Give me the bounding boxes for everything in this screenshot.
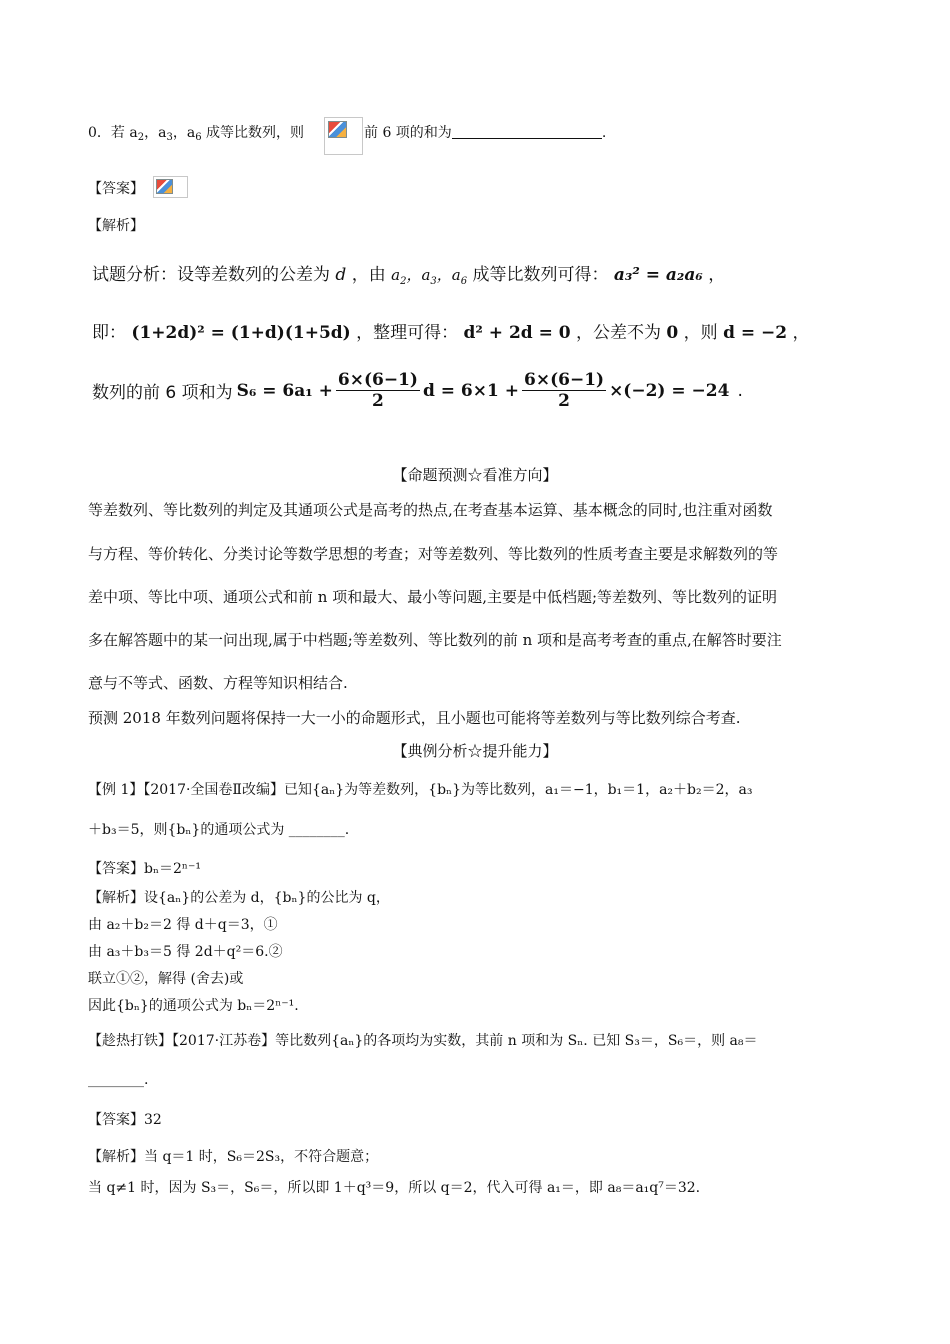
prediction-text: 预测 2018 年数列问题将保持一大一小的命题形式，且小题也可能将等差数列与等比数列综合考查.	[88, 709, 741, 727]
example-2-line-1: 【趁热打铁】【2017·江苏卷】等比数列{aₙ}的各项均为实数，其前 n 项和为 Sₙ. 已知 S₃＝，S₆＝，则 a₈＝	[88, 1033, 758, 1049]
section-title-examples: 【典例分析☆提升能力】	[392, 742, 558, 760]
example-2-solution: 当 q≠1 时，因为 S₃＝，S₆＝，所以即 1＋q³＝9，所以 q＝2，代入可得 a₁＝，即 a₈＝a₁q⁷＝32.	[88, 1180, 701, 1196]
paragraph-line: 多在解答题中的某一问出现,属于中档题;等差数列、等比数列的前 n 项和是高考考查的重点,在解答时要注	[88, 631, 782, 649]
example-1-line-2: ＋b₃＝5，则{bₙ}的通项公式为 ________.	[88, 822, 350, 838]
example-2-answer: 【答案】32	[88, 1112, 162, 1128]
answer-label: 【答案】	[88, 181, 144, 197]
example-2-solution: 【解析】当 q＝1 时，S₆＝2S₃，不符合题意；	[88, 1149, 379, 1165]
question-0: 0．若 $a_2$，$a_3$，$a_6$ 成等比数列，则	[88, 125, 305, 143]
paragraph-line: 意与不等式、函数、方程等知识相结合.	[88, 674, 348, 692]
solution-line-2: 即： (1+2d)² = (1+d)(1+5d) ，整理可得： d² + 2d = 0 ，公差不为 0 ，则 d = −2 ，	[92, 323, 810, 343]
image-icon	[328, 121, 347, 138]
example-1-solution: 因此{bₙ}的通项公式为 bₙ＝2ⁿ⁻¹.	[88, 998, 299, 1014]
example-1-answer: 【答案】bₙ＝2ⁿ⁻¹	[88, 861, 201, 877]
paragraph-line: 等差数列、等比数列的判定及其通项公式是高考的热点,在考查基本运算、基本概念的同时,也注重对函数	[88, 501, 773, 519]
solution-line-3: 数列的前 6 项和为 S₆ = 6a₁ + $\frac{6\times(6-1)}{2}$ d = 6×1 + $\frac{6\times(6-1)}{2}$ ×(−2) = −24 .	[92, 370, 743, 411]
section-title-prediction: 【命题预测☆看准方向】	[392, 466, 558, 484]
solution-line-1: 试题分析：设等差数列的公差为 d ，由 $a_2$，$a_3$，$a_6$ 成等比数列可得： a₃² = a₂a₆ ，	[92, 265, 726, 287]
example-1-solution: 联立①②，解得 (舍去)或	[88, 971, 244, 987]
fraction: $\frac{6\times(6-1)}{2}$	[337, 370, 418, 411]
analysis-label: 【解析】	[88, 218, 144, 234]
broken-image-placeholder	[324, 117, 363, 155]
example-1-solution: 由 a₃＋b₃＝5 得 2d＋q²＝6.②	[88, 944, 283, 960]
fraction: $\frac{6\times(6-1)}{2}$	[524, 370, 605, 411]
example-1-solution: 由 a₂＋b₂＝2 得 d＋q＝3，①	[88, 917, 278, 933]
answer-blank	[452, 138, 602, 139]
example-1-line-1: 【例 1】【2017·全国卷Ⅱ改编】已知{aₙ}为等差数列，{bₙ}为等比数列，a₁＝−1，b₁＝1，a₂＋b₂＝2，a₃	[88, 782, 753, 798]
image-icon	[156, 179, 173, 194]
example-1-solution: 【解析】设{aₙ}的公差为 d，{bₙ}的公比为 q，	[88, 890, 390, 906]
example-2-line-2: ________.	[88, 1072, 149, 1088]
broken-image-placeholder-answer	[153, 176, 188, 198]
paragraph-line: 与方程、等价转化、分类讨论等数学思想的考查；对等差数列、等比数列的性质考查主要是求解数列的等	[88, 545, 779, 563]
paragraph-line: 差中项、等比中项、通项公式和前 n 项和最大、最小等问题,主要是中低档题;等差数列、等比数列的证明	[88, 588, 778, 606]
